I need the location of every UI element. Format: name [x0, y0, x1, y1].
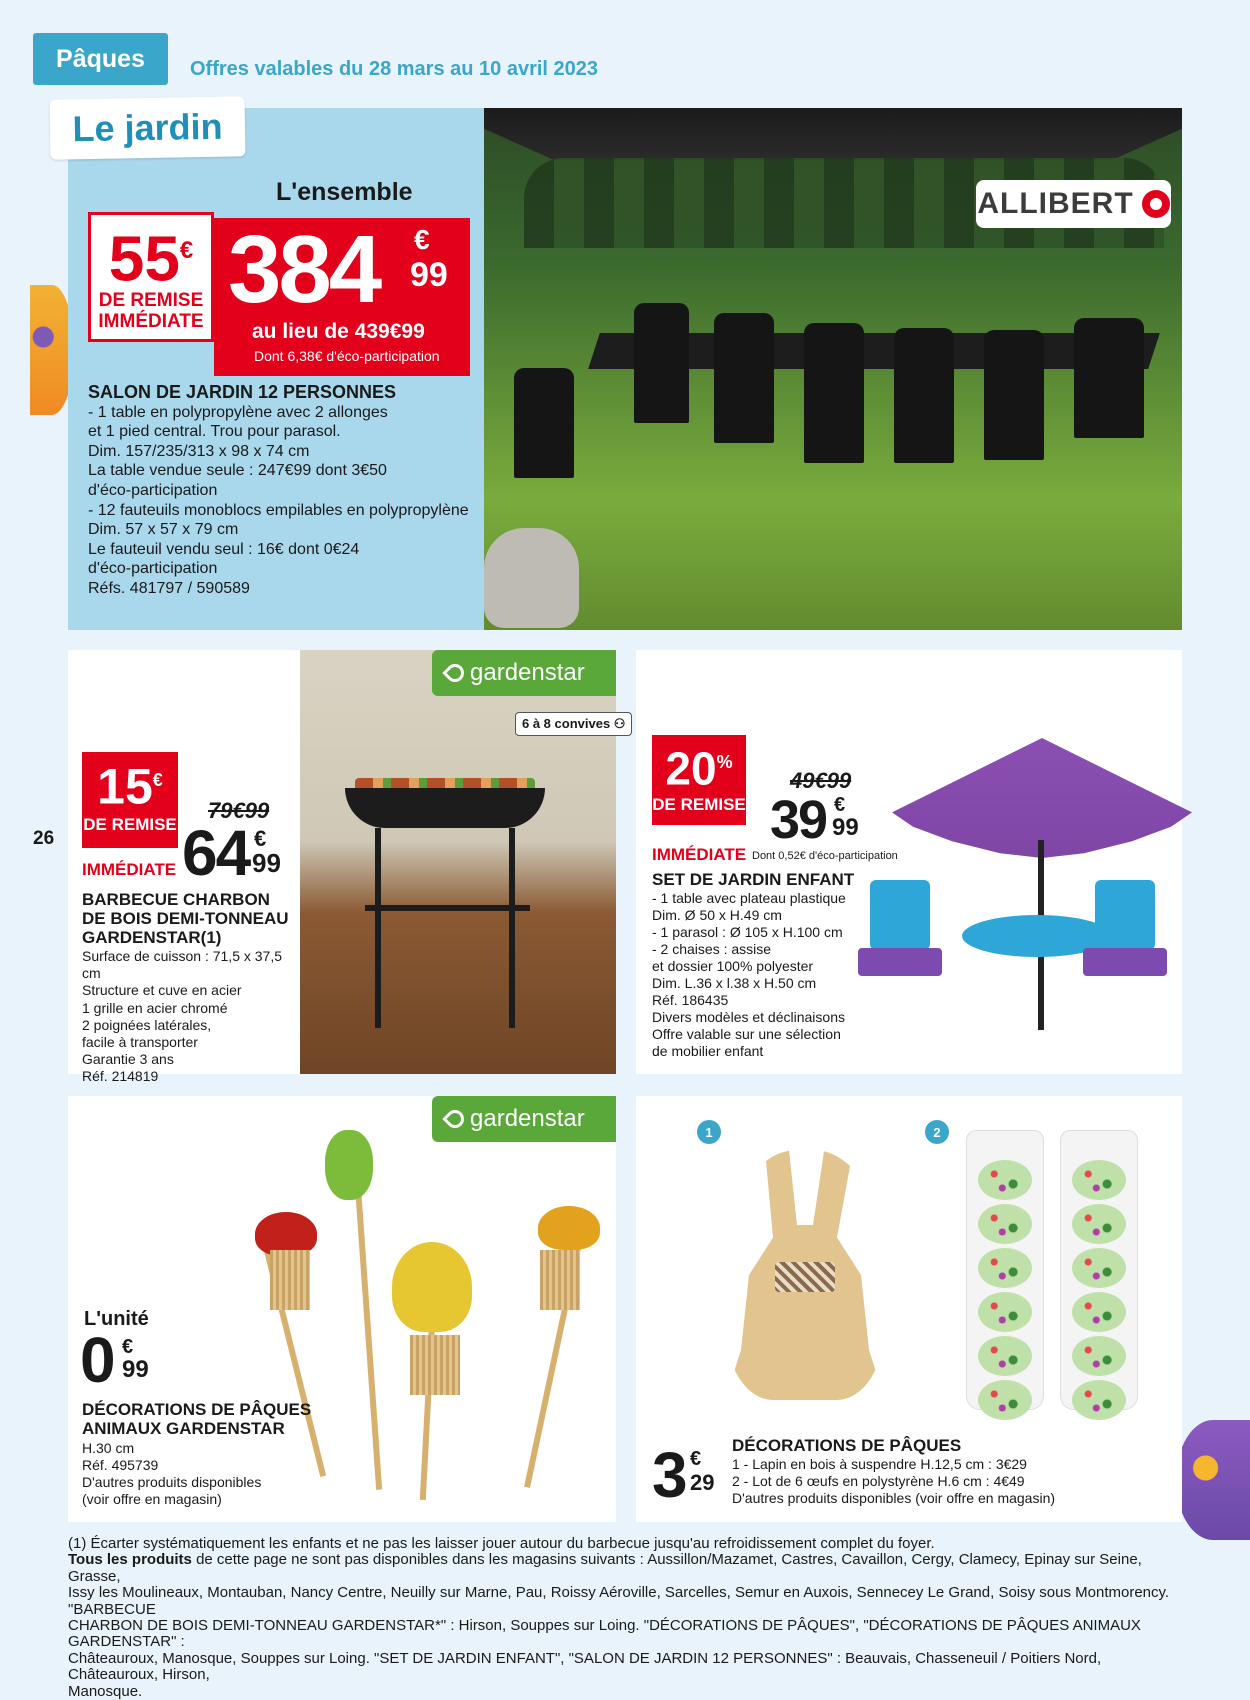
animaux-line: H.30 cm [82, 1440, 135, 1456]
kids-discount-line1: DE REMISE [652, 795, 746, 815]
raffia-bow [410, 1335, 460, 1395]
animaux-title-line: ANIMAUX GARDENSTAR [82, 1419, 285, 1438]
kids-discount-unit: % [716, 752, 733, 772]
kids-discount-amount: 20 [665, 742, 717, 795]
footnote-line: Châteauroux, Manosque, Souppes sur Loing. "SET DE JARDIN ENFANT", "SALON DE JARDIN 12 PERSONNES" : Beauvais, Chasseneuil / Poitiers Nord, Châteauroux, Hirson, [68, 1649, 1102, 1684]
item-badge-1: 1 [697, 1120, 721, 1144]
kids-line: Dim. L.36 x l.38 x H.50 cm [652, 975, 817, 991]
chair [894, 328, 954, 463]
egg [1072, 1336, 1126, 1376]
paques-line: 2 - Lot de 6 œufs en polystyrène H.6 cm : 4€49 [732, 1473, 1025, 1489]
bbq-discount-currency: € [152, 770, 163, 790]
salon-price-currency: € [414, 224, 430, 255]
paques-price-int: 3 [652, 1439, 688, 1511]
bbq-barrel [345, 788, 545, 828]
egg [978, 1204, 1032, 1244]
kids-line: Offre valable sur une sélection [652, 1026, 841, 1042]
footnote-line [68, 1552, 1188, 1585]
salon-line: d'éco-participation [88, 560, 218, 578]
footnote-line: CHARBON DE BOIS DEMI-TONNEAU GARDENSTAR*" : Hirson, Souppes sur Loing. "DÉCORATIONS DE PÂQUES", "DÉCORATIONS DE PÂQUES ANIMAUX GARDENSTAR" : [68, 1617, 1141, 1651]
paques-tab: Pâques [33, 33, 168, 85]
bbq-line: Structure et cuve en acier [82, 982, 242, 999]
bbq-price-currency: € [254, 826, 267, 851]
bbq-old-price: 79€99 [208, 798, 270, 823]
salon-was-price: au lieu de 439€99 [252, 320, 425, 343]
animaux-line: (voir offre en magasin) [82, 1491, 222, 1507]
kids-eco-part: Dont 0,52€ d'éco-participation [752, 850, 898, 862]
salon-line: Le fauteuil vendu seul : 16€ dont 0€24 [88, 540, 360, 558]
egg [978, 1248, 1032, 1288]
footnote-line: Issy les Moulineaux, Montauban, Nancy Centre, Neuilly sur Marne, Pau, Roissy Aéroville, Sarcelles, Semur en Auxois, Sennecey Le Grand, Soisy sous Montmorency. "BARBECUE [68, 1584, 1170, 1618]
animaux-price-int: 0 [80, 1324, 116, 1396]
gazebo-roof [484, 108, 1182, 160]
paques-description [732, 1436, 1172, 1507]
egg [1072, 1292, 1126, 1332]
salon-discount-line1: DE REMISE [98, 290, 204, 312]
bbq-line: 2 poignées latérales, [82, 1016, 212, 1033]
egg [978, 1380, 1032, 1420]
chair [514, 368, 574, 478]
egg [978, 1336, 1032, 1376]
salon-line: - 1 table en polypropylène avec 2 allonges [88, 403, 388, 421]
salon-line: et 1 pied central. Trou pour parasol. [88, 423, 341, 441]
salon-discount-box [88, 212, 214, 342]
raffia-bow [270, 1250, 310, 1310]
bbq-legs [375, 828, 515, 1028]
egg [1072, 1160, 1126, 1200]
frog-decoration [325, 1130, 373, 1200]
chair [1074, 318, 1144, 438]
kids-chair [1095, 880, 1155, 950]
bbq-discount-line2: IMMÉDIATE [82, 860, 177, 879]
egg-column [1072, 1160, 1126, 1420]
egg-column [978, 1160, 1032, 1420]
kids-price-currency: € [834, 794, 846, 816]
allibert-mark-icon [1142, 190, 1170, 218]
bbq-title-line: GARDENSTAR(1) [82, 928, 222, 947]
gardenstar-logo [432, 1096, 616, 1142]
animaux-description [82, 1440, 382, 1508]
footnote-line: (1) Écarter systématiquement les enfants et ne pas les laisser jouer autour du barbecue jusqu'au refroidissement complet du foyer. [68, 1535, 935, 1552]
kids-price-int: 39 [770, 790, 827, 850]
salon-price-cents: 99 [410, 256, 448, 294]
gardenstar-logo [432, 650, 616, 696]
bbq-description [82, 948, 302, 1086]
bbq-title-line: BARBECUE CHARBON [82, 890, 270, 909]
animaux-line: D'autres produits disponibles [82, 1474, 262, 1490]
ensemble-label: L'ensemble [276, 178, 413, 206]
egg [1072, 1248, 1126, 1288]
salon-line: d'éco-participation [88, 481, 218, 499]
kids-line: - 1 parasol : Ø 105 x H.100 cm [652, 924, 843, 940]
leaf-icon [442, 660, 467, 685]
salon-title: SALON DE JARDIN 12 PERSONNES [88, 382, 397, 402]
leaf-icon [442, 1106, 467, 1131]
footnote-rest: de cette page ne sont pas disponibles dans les magasins suivants : Aussillon/Mazamet, Castres, Cavaillon, Cergy, Clamecy, Epinay sur Seine, Grasse, [68, 1551, 1142, 1585]
salon-price-tag [214, 218, 470, 376]
animaux-title [82, 1400, 382, 1438]
plant-pot [484, 528, 579, 628]
bbq-shelf [365, 905, 530, 911]
paques-line: 1 - Lapin en bois à suspendre H.12,5 cm : 3€29 [732, 1456, 1027, 1472]
kids-description [652, 870, 882, 1060]
bbq-discount-amount: 15 [97, 758, 153, 815]
bbq-line: Réf. 214819 [82, 1068, 159, 1085]
easter-egg-decoration [1176, 1420, 1250, 1540]
kids-old-price: 49€99 [790, 768, 852, 793]
animaux-price-cents: 99 [122, 1356, 149, 1383]
convives-text: 6 à 8 convives [522, 716, 611, 731]
animaux-title-line: DÉCORATIONS DE PÂQUES [82, 1400, 312, 1419]
chair [984, 330, 1044, 460]
bbq-title-line: DE BOIS DEMI-TONNEAU [82, 909, 289, 928]
kids-line: Dim. Ø 50 x H.49 cm [652, 907, 782, 923]
paques-price-currency: € [690, 1448, 702, 1470]
salon-discount-amount: 55 [108, 222, 180, 295]
unit-label: L'unité [84, 1308, 149, 1330]
gardenstar-brand: gardenstar [470, 659, 585, 686]
kids-discount-line2: IMMÉDIATE [652, 845, 747, 864]
chair [804, 323, 864, 463]
salon-line: Réfs. 481797 / 590589 [88, 579, 250, 597]
bbq-line: facile à transporter [82, 1034, 198, 1051]
salon-line: Dim. 157/235/313 x 98 x 74 cm [88, 442, 310, 460]
page-number: 26 [33, 828, 55, 849]
salon-description [88, 383, 478, 599]
bbq-line: Garantie 3 ans [82, 1051, 174, 1068]
section-title: Le jardin [49, 96, 245, 159]
bbq-discount-line1: DE REMISE [83, 814, 177, 834]
salon-line: - 12 fauteuils monoblocs empilables en polypropylène [88, 501, 469, 519]
kids-title: SET DE JARDIN ENFANT [652, 870, 855, 889]
gingham-bow [775, 1262, 835, 1292]
footnote-line: Manosque. [68, 1682, 143, 1700]
egg [1072, 1380, 1126, 1420]
salon-price-int: 384 [228, 216, 380, 323]
kids-line: et dossier 100% polyester [652, 958, 814, 974]
animaux-line: Réf. 495739 [82, 1457, 159, 1473]
footnote-bold-lead: Tous les produits [68, 1551, 192, 1569]
salon-line: Dim. 57 x 57 x 79 cm [88, 521, 239, 539]
allibert-brand: ALLIBERT [977, 187, 1134, 220]
item-badge-2: 2 [925, 1120, 949, 1144]
hen-decoration [392, 1242, 472, 1332]
allibert-logo [976, 180, 1171, 228]
kids-chair-seat [1083, 948, 1167, 976]
egg [978, 1160, 1032, 1200]
paques-line: D'autres produits disponibles (voir offre en magasin) [732, 1490, 1056, 1506]
raffia-bow [540, 1250, 580, 1310]
salon-discount-line2: IMMÉDIATE [98, 311, 204, 333]
kids-line: Divers modèles et déclinaisons [652, 1009, 845, 1025]
salon-eco-part: Dont 6,38€ d'éco-participation [254, 348, 440, 364]
kids-line: - 2 chaises : assise [652, 941, 772, 957]
chair [634, 303, 689, 423]
salon-discount-currency: € [179, 237, 194, 264]
bbq-title [82, 890, 302, 947]
kids-line: - 1 table avec plateau plastique [652, 890, 846, 906]
kids-line: Réf. 186435 [652, 992, 729, 1008]
bbq-price-cents: 99 [252, 848, 281, 878]
paques-title: DÉCORATIONS DE PÂQUES [732, 1436, 962, 1455]
bbq-discount-box [82, 752, 178, 848]
egg [978, 1292, 1032, 1332]
convives-badge [515, 712, 632, 736]
bbq-line: 1 grille en acier chromé [82, 999, 228, 1016]
egg [1072, 1204, 1126, 1244]
kids-price-cents: 99 [832, 814, 859, 841]
bbq-line: Surface de cuisson : 71,5 x 37,5 cm [82, 948, 283, 982]
kids-discount-box [652, 735, 746, 825]
bbq-price-int: 64 [182, 817, 250, 889]
animaux-price-currency: € [122, 1336, 134, 1358]
kids-line: de mobilier enfant [652, 1043, 764, 1059]
people-icon: ⚇ [613, 716, 626, 731]
ladybug-decoration [538, 1206, 600, 1250]
salon-line: La table vendue seule : 247€99 dont 3€50 [88, 462, 387, 480]
chair [714, 313, 774, 443]
gardenstar-brand: gardenstar [470, 1105, 585, 1132]
paques-price-cents: 29 [690, 1470, 715, 1495]
legal-footnote [68, 1536, 1188, 1700]
validity-dates: Offres valables du 28 mars au 10 avril 2023 [190, 58, 599, 80]
